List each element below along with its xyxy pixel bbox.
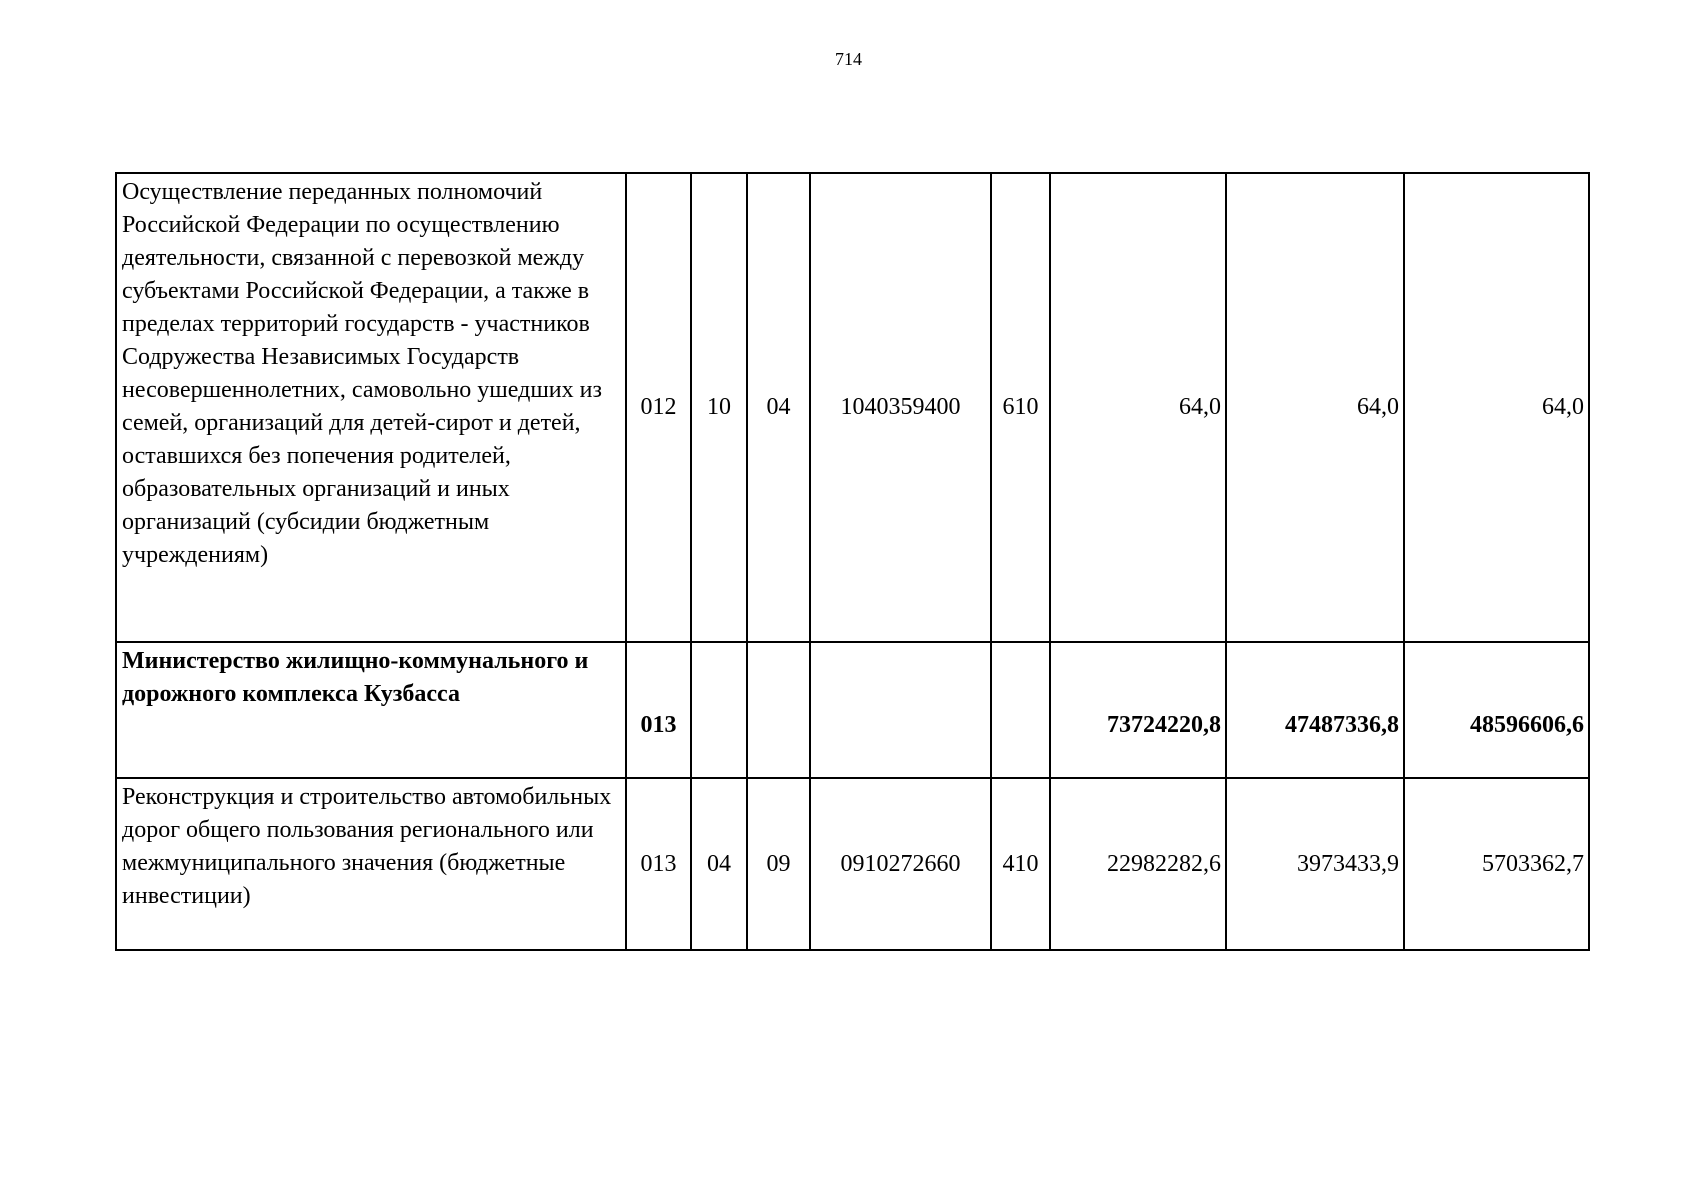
subsection-code: 09: [747, 778, 810, 950]
section-code: 10: [691, 173, 747, 642]
amount-2: 64,0: [1226, 173, 1404, 642]
amount-1: 64,0: [1050, 173, 1226, 642]
row-name: Министерство жилищно-коммунального и дорожного комплекса Кузбасса: [116, 642, 626, 778]
row-name: Осуществление переданных полномочий Российской Федерации по осуществлению деятельности, связанной с перевозкой между субъектами Российской Федерации, а также в пределах территорий государств - участников Содружества Независимых Государств несовершеннолетних, самовольно ушедших из семей, организаций для детей-сирот и детей, оставшихся без попечения родителей, образовательных организаций и иных организаций (субсидии бюджетным учреждениям): [116, 173, 626, 642]
amount-3: 64,0: [1404, 173, 1589, 642]
amount-3: 48596606,6: [1404, 642, 1589, 778]
amount-2: 3973433,9: [1226, 778, 1404, 950]
subsection-code: [747, 642, 810, 778]
table-row: [116, 173, 1589, 642]
budget-table: [115, 172, 1590, 951]
ministry-code: 013: [626, 642, 691, 778]
amount-1: 73724220,8: [1050, 642, 1226, 778]
table-row: [116, 778, 1589, 950]
target-article-code: [810, 642, 991, 778]
amount-2: 47487336,8: [1226, 642, 1404, 778]
ministry-code: 013: [626, 778, 691, 950]
expense-type-code: 410: [991, 778, 1050, 950]
amount-1: 22982282,6: [1050, 778, 1226, 950]
page-number: 714: [835, 49, 862, 69]
amount-3: 5703362,7: [1404, 778, 1589, 950]
section-code: [691, 642, 747, 778]
expense-type-code: 610: [991, 173, 1050, 642]
subsection-code: 04: [747, 173, 810, 642]
target-article-code: 1040359400: [810, 173, 991, 642]
section-code: 04: [691, 778, 747, 950]
row-name: Реконструкция и строительство автомобильных дорог общего пользования регионального или межмуниципального значения (бюджетные инвестиции): [116, 778, 626, 950]
expense-type-code: [991, 642, 1050, 778]
table-row: [116, 642, 1589, 778]
ministry-code: 012: [626, 173, 691, 642]
target-article-code: 0910272660: [810, 778, 991, 950]
